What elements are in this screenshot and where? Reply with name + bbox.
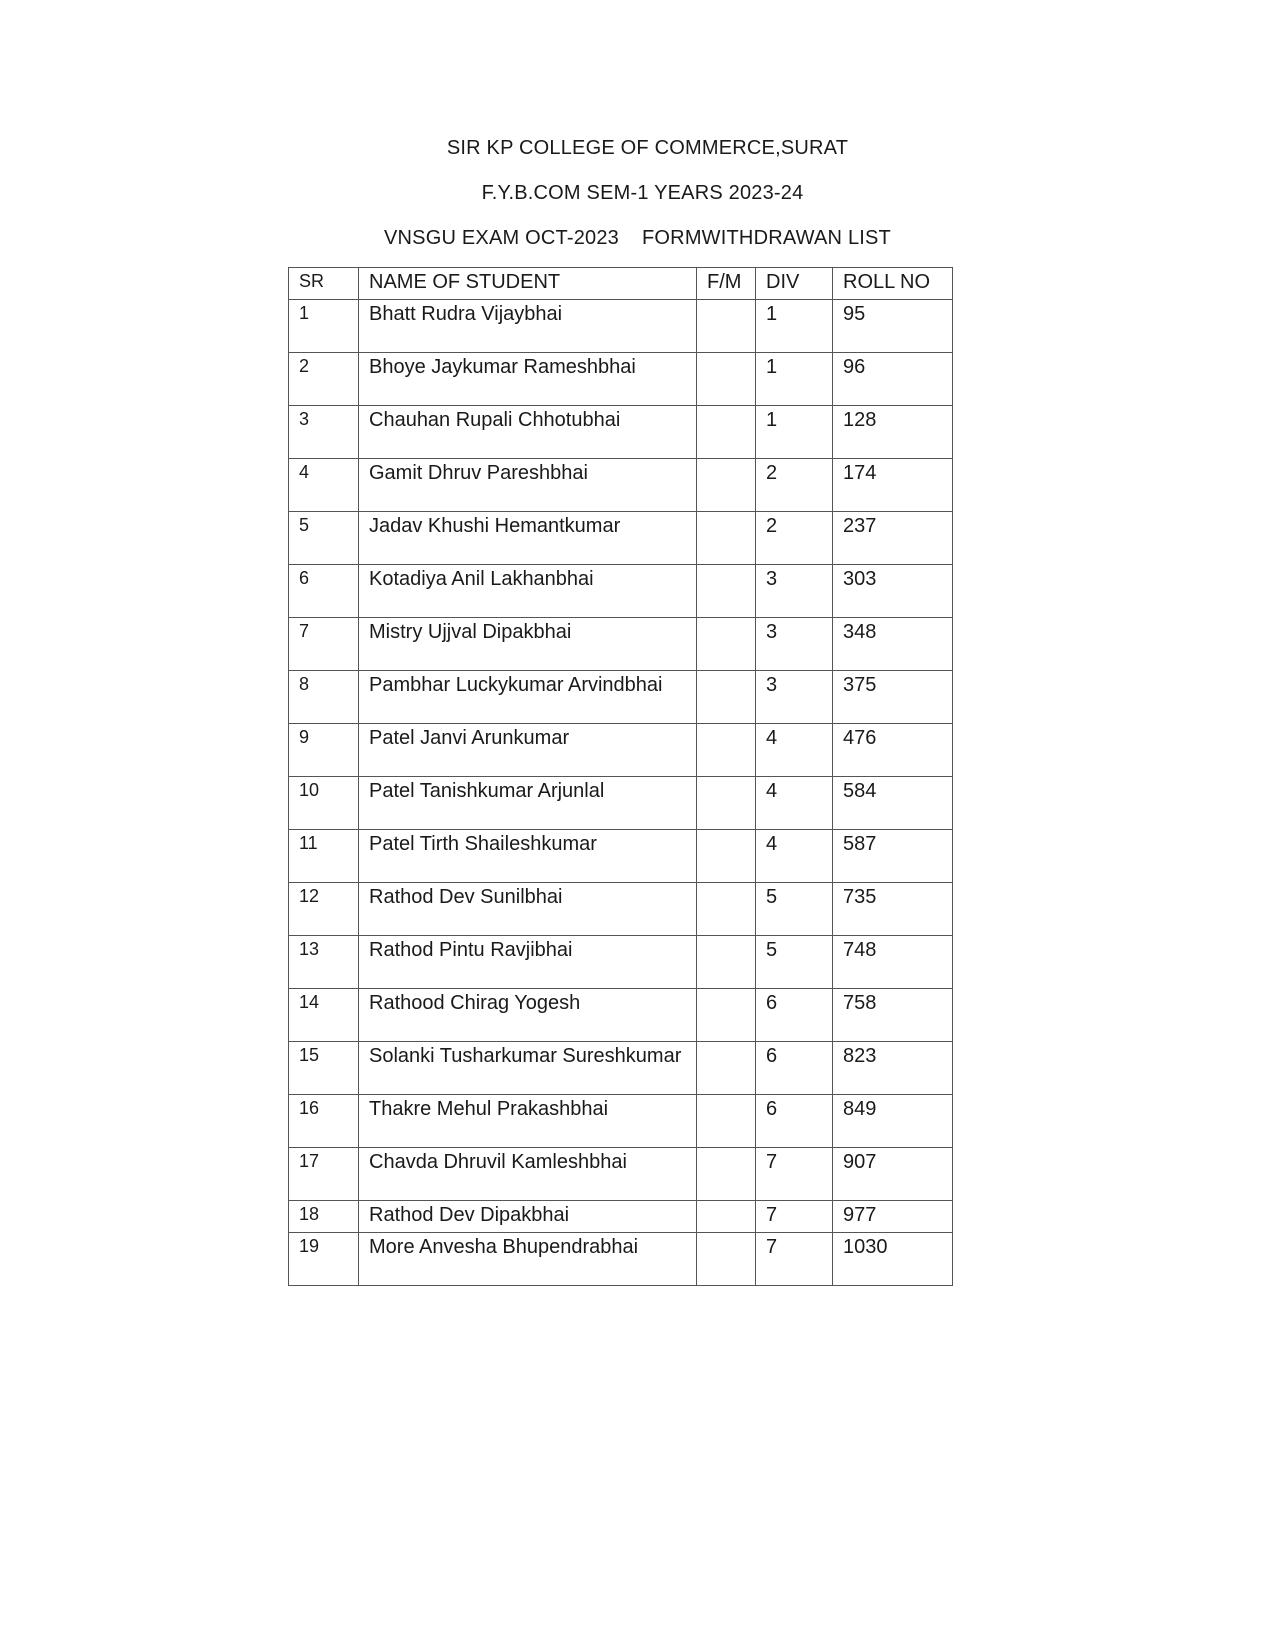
column-header-sr: SR [289, 268, 359, 300]
student-name-cell: Bhoye Jaykumar Rameshbhai [359, 353, 697, 406]
fm-cell [697, 1148, 756, 1201]
student-name-cell: Patel Janvi Arunkumar [359, 724, 697, 777]
form-withdrawn-table [288, 267, 953, 1286]
table-header-row [289, 268, 953, 300]
roll-no-cell: 375 [833, 671, 953, 724]
table-row [289, 777, 953, 830]
sr-cell: 19 [289, 1233, 359, 1286]
fm-cell [697, 1042, 756, 1095]
fm-cell [697, 406, 756, 459]
div-cell: 4 [756, 830, 833, 883]
fm-cell [697, 618, 756, 671]
table-row [289, 1148, 953, 1201]
roll-no-cell: 95 [833, 300, 953, 353]
fm-cell [697, 671, 756, 724]
sr-cell: 11 [289, 830, 359, 883]
fm-cell [697, 777, 756, 830]
roll-no-cell: 735 [833, 883, 953, 936]
table-row [289, 512, 953, 565]
sr-cell: 15 [289, 1042, 359, 1095]
student-name-cell: Rathood Chirag Yogesh [359, 989, 697, 1042]
sr-cell: 12 [289, 883, 359, 936]
sr-cell: 5 [289, 512, 359, 565]
student-name-cell: Bhatt Rudra Vijaybhai [359, 300, 697, 353]
div-cell: 3 [756, 618, 833, 671]
div-cell: 7 [756, 1201, 833, 1233]
student-name-cell: Chauhan Rupali Chhotubhai [359, 406, 697, 459]
student-name-cell: Chavda Dhruvil Kamleshbhai [359, 1148, 697, 1201]
div-cell: 1 [756, 406, 833, 459]
sr-cell: 2 [289, 353, 359, 406]
fm-cell [697, 565, 756, 618]
roll-no-cell: 1030 [833, 1233, 953, 1286]
table-row [289, 406, 953, 459]
div-cell: 7 [756, 1233, 833, 1286]
roll-no-cell: 584 [833, 777, 953, 830]
student-name-cell: Rathod Dev Sunilbhai [359, 883, 697, 936]
fm-cell [697, 512, 756, 565]
sr-cell: 9 [289, 724, 359, 777]
table-row [289, 830, 953, 883]
sr-cell: 4 [289, 459, 359, 512]
sr-cell: 17 [289, 1148, 359, 1201]
sr-cell: 8 [289, 671, 359, 724]
table-row [289, 459, 953, 512]
div-cell: 3 [756, 671, 833, 724]
student-name-cell: Pambhar Luckykumar Arvindbhai [359, 671, 697, 724]
table-row [289, 1095, 953, 1148]
sr-cell: 16 [289, 1095, 359, 1148]
roll-no-cell: 823 [833, 1042, 953, 1095]
roll-no-cell: 907 [833, 1148, 953, 1201]
column-header-name: NAME OF STUDENT [359, 268, 697, 300]
div-cell: 3 [756, 565, 833, 618]
student-name-cell: Mistry Ujjval Dipakbhai [359, 618, 697, 671]
div-cell: 1 [756, 300, 833, 353]
table-row [289, 565, 953, 618]
roll-no-cell: 587 [833, 830, 953, 883]
student-name-cell: Rathod Pintu Ravjibhai [359, 936, 697, 989]
fm-cell [697, 989, 756, 1042]
student-name-cell: Patel Tanishkumar Arjunlal [359, 777, 697, 830]
student-name-cell: Solanki Tusharkumar Sureshkumar [359, 1042, 697, 1095]
div-cell: 4 [756, 777, 833, 830]
fm-cell [697, 936, 756, 989]
student-name-cell: More Anvesha Bhupendrabhai [359, 1233, 697, 1286]
fm-cell [697, 1201, 756, 1233]
sr-cell: 18 [289, 1201, 359, 1233]
div-cell: 5 [756, 883, 833, 936]
div-cell: 4 [756, 724, 833, 777]
table-row [289, 353, 953, 406]
student-name-cell: Rathod Dev Dipakbhai [359, 1201, 697, 1233]
student-name-cell: Patel Tirth Shaileshkumar [359, 830, 697, 883]
table-row [289, 1042, 953, 1095]
student-name-cell: Thakre Mehul Prakashbhai [359, 1095, 697, 1148]
div-cell: 2 [756, 459, 833, 512]
roll-no-cell: 758 [833, 989, 953, 1042]
table-row [289, 300, 953, 353]
column-header-roll-no: ROLL NO [833, 268, 953, 300]
roll-no-cell: 237 [833, 512, 953, 565]
roll-no-cell: 476 [833, 724, 953, 777]
sr-cell: 13 [289, 936, 359, 989]
fm-cell [697, 300, 756, 353]
fm-cell [697, 883, 756, 936]
table-row [289, 1201, 953, 1233]
table-row [289, 883, 953, 936]
table-row [289, 1233, 953, 1286]
college-name-heading: SIR KP COLLEGE OF COMMERCE,SURAT [446, 137, 849, 159]
roll-no-cell: 849 [833, 1095, 953, 1148]
div-cell: 2 [756, 512, 833, 565]
fm-cell [697, 353, 756, 406]
table-row [289, 618, 953, 671]
fm-cell [697, 1233, 756, 1286]
student-name-cell: Kotadiya Anil Lakhanbhai [359, 565, 697, 618]
exam-list-heading: VNSGU EXAM OCT-2023 FORMWITHDRAWAN LIST [384, 227, 891, 249]
table-row [289, 936, 953, 989]
roll-no-cell: 977 [833, 1201, 953, 1233]
div-cell: 6 [756, 1095, 833, 1148]
student-name-cell: Gamit Dhruv Pareshbhai [359, 459, 697, 512]
roll-no-cell: 128 [833, 406, 953, 459]
column-header-fm: F/M [697, 268, 756, 300]
fm-cell [697, 724, 756, 777]
fm-cell [697, 1095, 756, 1148]
sr-cell: 3 [289, 406, 359, 459]
sr-cell: 1 [289, 300, 359, 353]
div-cell: 7 [756, 1148, 833, 1201]
fm-cell [697, 459, 756, 512]
roll-no-cell: 748 [833, 936, 953, 989]
sr-cell: 10 [289, 777, 359, 830]
div-cell: 6 [756, 1042, 833, 1095]
roll-no-cell: 303 [833, 565, 953, 618]
sr-cell: 7 [289, 618, 359, 671]
table-row [289, 989, 953, 1042]
div-cell: 1 [756, 353, 833, 406]
student-name-cell: Jadav Khushi Hemantkumar [359, 512, 697, 565]
div-cell: 5 [756, 936, 833, 989]
sr-cell: 6 [289, 565, 359, 618]
roll-no-cell: 348 [833, 618, 953, 671]
table-row [289, 724, 953, 777]
column-header-div: DIV [756, 268, 833, 300]
course-year-heading: F.Y.B.COM SEM-1 YEARS 2023-24 [481, 182, 804, 204]
roll-no-cell: 96 [833, 353, 953, 406]
div-cell: 6 [756, 989, 833, 1042]
roll-no-cell: 174 [833, 459, 953, 512]
sr-cell: 14 [289, 989, 359, 1042]
fm-cell [697, 830, 756, 883]
table-row [289, 671, 953, 724]
